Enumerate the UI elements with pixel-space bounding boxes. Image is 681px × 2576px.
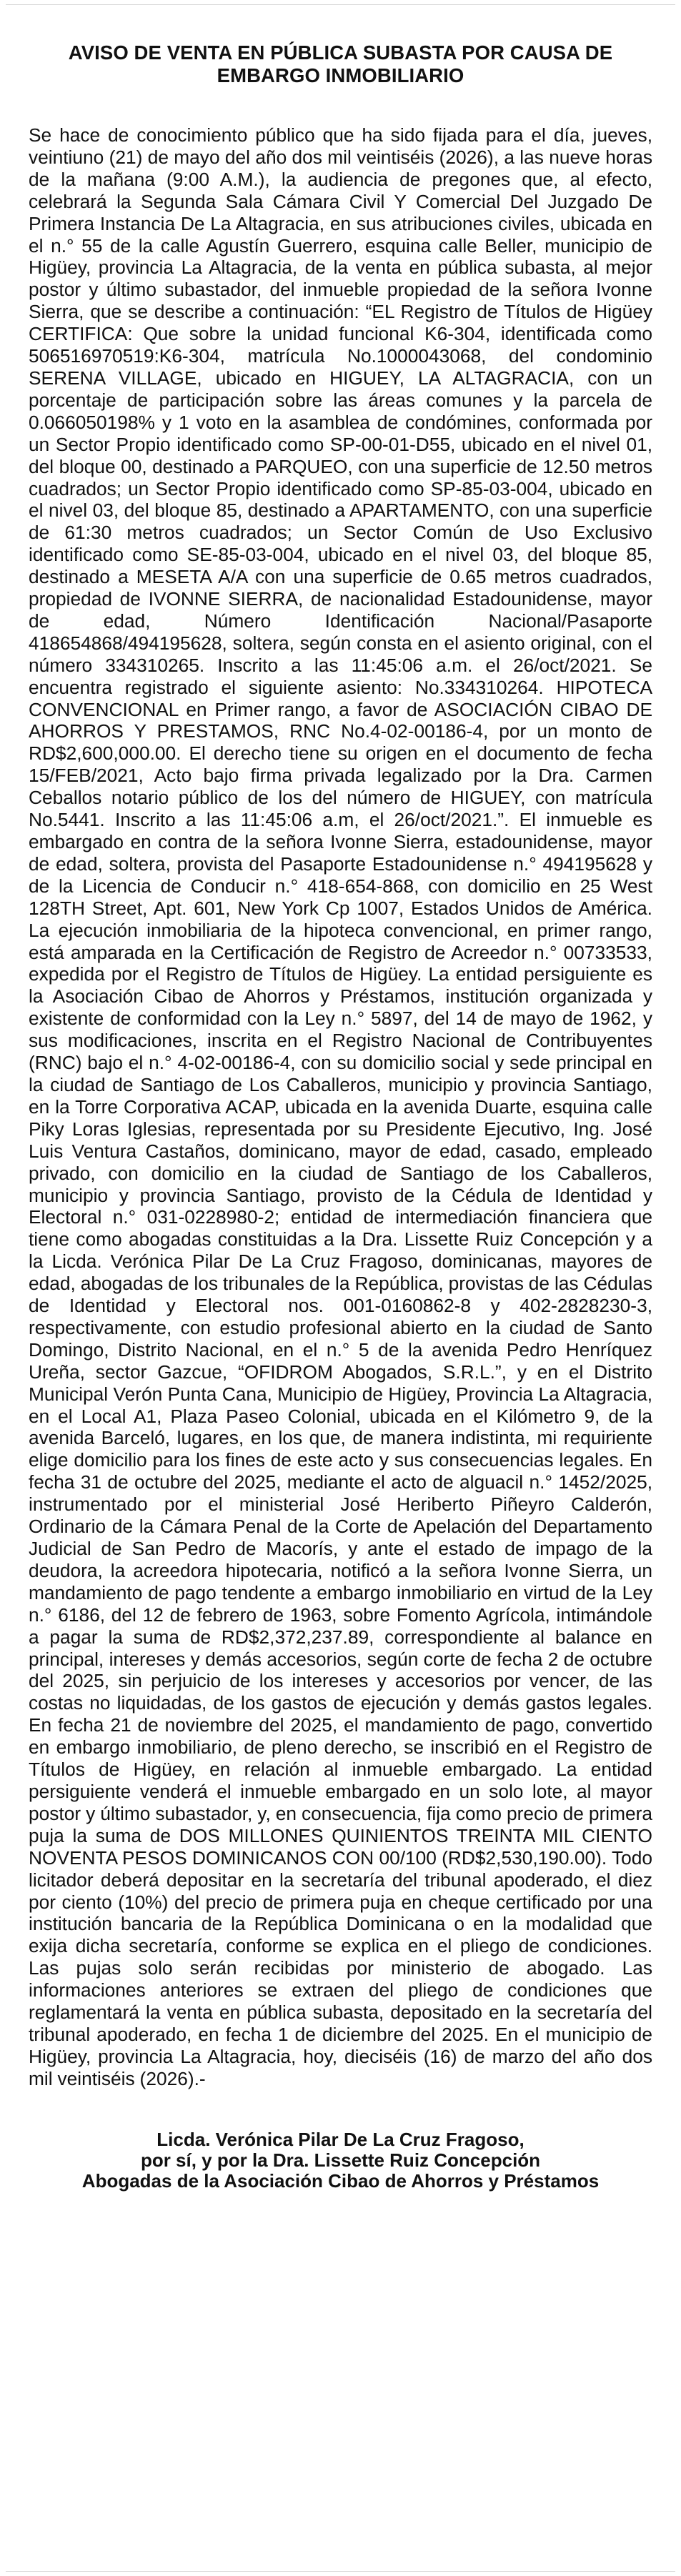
signature-line-3: Abogadas de la Asociación Cibao de Ahorros y Préstamos xyxy=(81,2169,600,2192)
signature-line-2: por sí, y por la Dra. Lissette Ruiz Concepción xyxy=(140,2149,541,2171)
notice-body: Se hace de conocimiento público que ha sido fijada para el día, jueves, veintiuno (21) de mayo del año dos mil veintiséis (2026), a las nueve horas de la mañana (9:00 A.M.), la audiencia de pregones que, al efecto, celebrará la Segunda Sala Cámara Civil Y Comercial Del Juzgado De Primera Instancia De La Altagracia, en sus atribuciones civiles, ubicada en el n.° 55 de la calle Agustín Guerrero, esquina calle Beller, municipio de Higüey, provincia La Altagracia, de la venta en pública subasta, al mejor postor y último subastador, del inmueble propiedad de la señora Ivonne Sierra, que se describe a continuación: “EL Registro de Títulos de Higüey CERTIFICA: Que sobre la unidad funcional K6-304, identificada como 506516970519:K6-304, matrícula No.1000043068, del condominio SERENA VILLAGE, ubicado en HIGUEY, LA ALTAGRACIA, con un porcentaje de participación sobre las áreas comunes y la parcela de 0.066050198% y 1 voto en la asamblea de condómines, conformada por un Sector Propio identificado como SP-00-01-D55, ubicado en el nivel 01, del bloque 00, destinado a PARQUEO, con una superficie de 12.50 metros cuadrados; un Sector Propio identificado como SP-85-03-004, ubicado en el nivel 03, del bloque 85, destinado a APARTAMENTO, con una superficie de 61:30 metros cuadrados; un Sector Común de Uso Exclusivo identificado como SE-85-03-004, ubicado en el nivel 03, del bloque 85, destinado a MESETA A/A con una superficie de 0.65 metros cuadrados, propiedad de IVONNE SIERRA, de nacionalidad Estadounidense, mayor de edad, Número Identificación Nacional/Pasaporte 418654868/494195628, soltera, según consta en el asiento original, con el número 334310265. Inscrito a las 11:45:06 a.m. el 26/oct/2021. Se encuentra registrado el siguiente asiento: No.334310264. HIPOTECA CONVENCIONAL en Primer rango, a favor de ASOCIACIÓN CIBAO DE AHORROS Y PRESTAMOS, RNC No.4-02-00186-4, por un monto de RD$2,600,000.00. El derecho tiene su origen en el documento de fecha 15/FEB/2021, Acto bajo firma privada legalizado por la Dra. Carmen Ceballos notario público de los del número de HIGUEY, con matrícula No.5441. Inscrito a las 11:45:06 a.m, el 26/oct/2021.”. El inmueble es embargado en contra de la señora Ivonne Sierra, estadounidense, mayor de edad, soltera, provista del Pasaporte Estadounidense n.° 494195628 y de la Licencia de Conducir n.° 418-654-868, con domicilio en 25 West 128TH Street, Apt. 601, New York Cp 1007, Estados Unidos de América. La ejecución inmobiliaria de la hipoteca convencional, en primer rango, está amparada en la Certificación de Registro de Acreedor n.° 00733533, expedida por el Registro de Títulos de Higüey. La entidad persiguiente es la Asociación Cibao de Ahorros y Préstamos, institución organizada y existente de conformidad con la Ley n.° 5897, del 14 de mayo de 1962, y sus modificaciones, inscrita en el Registro Nacional de Contribuyentes (RNC) bajo el n.° 4-02-00186-4, con su domicilio social y sede principal en la ciudad de Santiago de Los Caballeros, municipio y provincia Santiago, en la Torre Corporativa ACAP, ubicada en la avenida Duarte, esquina calle Piky Loras Iglesias, representada por su Presidente Ejecutivo, Ing. José Luis Ventura Castaños, dominicano, mayor de edad, casado, empleado privado, con domicilio en la ciudad de Santiago de los Caballeros, municipio y provincia Santiago, provisto de la Cédula de Identidad y Electoral n.° 031-0228980-2; entidad de intermediación financiera que tiene como abogadas constituidas a la Dra. Lissette Ruiz Concepción y a la Licda. Verónica Pilar De La Cruz Fragoso, dominicanas, mayores de edad, abogadas de los tribunales de la República, provistas de las Cédulas de Identidad y Electoral nos. 001-0160862-8 y 402-2828230-3, respectivamente, con estudio profesional abierto en la ciudad de Santo Domingo, Distrito Nacional, en el n.° 5 de la avenida Pedro Henríquez Ureña, sector Gazcue, “OFIDROM Abogados, S.R.L.”, y en el Distrito Municipal Verón Punta Cana, Municipio de Higüey, Provincia La Altagracia, en el Local A1, Plaza Paseo Colonial, ubicada en el Kilómetro 9, de la avenida Barceló, lugares, en los que, de manera indistinta, mi requiriente elige domicilio para los fines de este acto y sus consecuencias legales. En fecha 31 de octubre del 2025, mediante el acto de alguacil n.° 1452/2025, instrumentado por el ministerial José Heriberto Piñeyro Calderón, Ordinario de la Cámara Penal de la Corte de Apelación del Departamento Judicial de San Pedro de Macorís, y ante el estado de impago de la deudora, la acreedora hipotecaria, notificó a la señora Ivonne Sierra, un mandamiento de pago tendente a embargo inmobiliario en virtud de la Ley n.° 6186, del 12 de febrero de 1963, sobre Fomento Agrícola, intimándole a pagar la suma de RD$2,372,237.89, correspondiente al balance en principal, intereses y demás accesorios, según corte de fecha 2 de octubre del 2025, sin perjuicio de los intereses y accesorios por vencer, de las costas no liquidadas, de los gastos de ejecución y demás gastos legales. En fecha 21 de noviembre del 2025, el mandamiento de pago, convertido en embargo inmobiliario, de pleno derecho, se inscribió en el Registro de Títulos de Higüey, en relación al inmueble embargado. La entidad persiguiente venderá el inmueble embargado en un solo lote, al mayor postor y último subastador, y, en consecuencia, fija como precio de primera puja la suma de DOS MILLONES QUINIENTOS TREINTA MIL CIENTO NOVENTA PESOS DOMINICANOS CON 00/100 (RD$2,530,190.00). Todo licitador deberá depositar en la secretaría del tribunal apoderado, el diez por ciento (10%) del precio de primera puja en cheque certificado por una institución bancaria de la República Dominicana o en la modalidad que exija dicha secretaría, conforme se explica en el pliego de condiciones. Las pujas solo serán recibidas por ministerio de abogado. Las informaciones anteriores se extraen del pliego de condiciones que reglamentará la venta en pública subasta, depositado en la secretaría del tribunal apoderado, en fecha 1 de diciembre del 2025. En el municipio de Higüey, provincia La Altagracia, hoy, dieciséis (16) de marzo del año dos mil veintiséis (2026).- xyxy=(29,124,652,2089)
signature-line-1: Licda. Verónica Pilar De La Cruz Fragoso, xyxy=(156,2128,525,2150)
notice-title-line-1: AVISO DE VENTA EN PÚBLICA SUBASTA POR CAUSA DE xyxy=(68,41,613,64)
signature-block xyxy=(29,2129,652,2192)
top-rule xyxy=(6,4,675,5)
notice-title-line-2: EMBARGO INMOBILIARIO xyxy=(217,64,464,86)
bottom-rule xyxy=(6,2571,675,2572)
notice-title xyxy=(29,41,652,87)
